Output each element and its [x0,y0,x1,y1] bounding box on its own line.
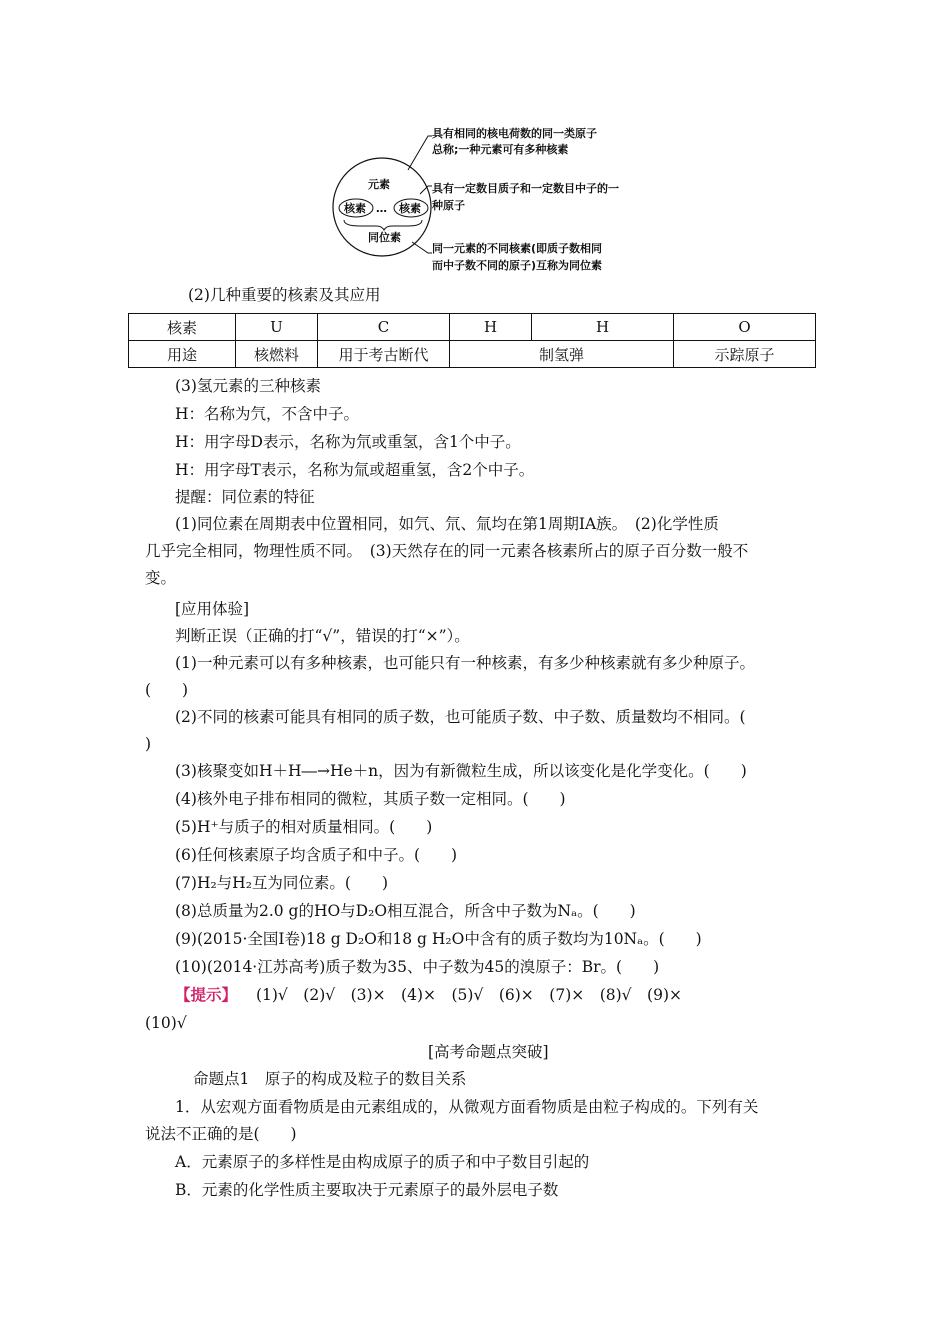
table-row-uses [129,341,816,368]
hint-label: 【提示】 [175,985,238,1004]
hydrogen-protium: H：名称为氕，不含中子。 [175,405,360,423]
practice-question: (9)(2015·全国Ⅰ卷)18 g D₂O和18 g H₂O中含有的质子数均为10Nₐ。( ) [175,930,702,948]
table-cell: 制氢弹 [450,341,674,368]
reminder-line: (1)同位素在周期表中位置相同，如氕、氘、氚均在第1周期ⅠA族。 (2)化学性质 [175,515,719,533]
practice-header: [应用体验] [175,600,250,618]
reminder-title: 提醒：同位素的特征 [175,488,315,506]
diagram-arrow-2 [420,186,432,194]
practice-question: (10)(2014·江苏高考)质子数为35、中子数为45的溴原子：Br。( ) [175,958,660,976]
diagram-desc1-line1: 具有相同的核电荷数的同一类原子 [432,127,597,140]
table-cell: 用途 [129,341,236,368]
exam-option-b: B．元素的化学性质主要取决于元素原子的最外层电子数 [175,1181,559,1199]
table-cell: H [532,314,674,341]
section3-title: (3)氢元素的三种核素 [175,377,321,395]
diagram-desc1-line2: 总称;一种元素可有多种核素 [432,143,569,156]
diagram-label-hesu-left: 核素 [344,202,366,215]
table-cell: 核燃料 [236,341,318,368]
diagram-dots: … [376,202,387,215]
practice-question: ( ) [145,681,189,699]
practice-question: (4)核外电子排布相同的微粒，其质子数一定相同。( ) [175,790,566,808]
diagram-brace [344,220,422,230]
practice-question: (6)任何核素原子均含质子和中子。( ) [175,846,458,864]
table-row-nuclides [129,314,816,341]
practice-question: ) [145,735,152,753]
diagram-arrow-1 [408,136,432,170]
table-cell: H [450,314,532,341]
diagram-desc2-line2: 种原子 [432,199,465,212]
exam-question: 1．从宏观方面看物质是由元素组成的，从微观方面看物质是由粒子构成的。下列有关 [175,1098,759,1116]
exam-header: [高考命题点突破] [428,1043,549,1061]
hint-line-2: (10)√ [145,1014,187,1032]
diagram-desc3-line2: 而中子数不同的原子)互称为同位素 [432,259,603,272]
hydrogen-deuterium: H：用字母D表示，名称为氘或重氢，含1个中子。 [175,433,521,451]
section2-title: (2)几种重要的核素及其应用 [188,286,381,304]
reminder-line: 变。 [145,569,177,587]
exam-question: 说法不正确的是( ) [145,1125,297,1143]
table-cell: O [674,314,816,341]
diagram-label-hesu-right: 核素 [399,202,421,215]
hint-answers: (1)√ (2)√ (3)× (4)× (5)√ (6)× (7)× (8)√ (9)× [255,986,682,1004]
practice-question: (1)一种元素可以有多种核素，也可能只有一种核素，有多少种核素就有多少种原子。 [175,654,755,672]
table-cell: C [318,314,450,341]
practice-question: (5)H⁺与质子的相对质量相同。( ) [175,818,433,836]
diagram-arrow-3 [412,242,432,253]
nuclide-table [128,313,816,368]
table-cell: 核素 [129,314,236,341]
practice-question: (8)总质量为2.0 g的HO与D₂O相互混合，所含中子数为Nₐ。( ) [175,902,636,920]
practice-question: (2)不同的核素可能具有相同的质子数，也可能质子数、中子数、质量数均不相同。( [175,708,746,726]
exam-point-title: 命题点1 原子的构成及粒子的数目关系 [193,1070,467,1088]
diagram-desc3-line1: 同一元素的不同核素(即质子数相同 [432,242,603,255]
diagram-label-tongweisu: 同位素 [368,231,401,244]
practice-question: (7)H₂与H₂互为同位素。( ) [175,874,389,892]
table-cell: 用于考古断代 [318,341,450,368]
diagram-label-yuansu: 元素 [368,178,390,191]
practice-instruction: 判断正误（正确的打“√”，错误的打“×”）。 [175,627,470,645]
concept-diagram [330,120,660,280]
exam-option-a: A．元素原子的多样性是由构成原子的质子和中子数目引起的 [175,1153,590,1171]
hint-line [175,985,682,1005]
practice-question: (3)核聚变如H＋H―→He＋n，因为有新微粒生成，所以该变化是化学变化。( ) [175,762,747,780]
hydrogen-tritium: H：用字母T表示，名称为氚或超重氢，含2个中子。 [175,461,535,479]
table-cell: 示踪原子 [674,341,816,368]
diagram-desc2-line1: 具有一定数目质子和一定数目中子的一 [432,182,619,195]
reminder-line: 几乎完全相同，物理性质不同。 (3)天然存在的同一元素各核素所占的原子百分数一般不 [145,542,749,560]
table-cell: U [236,314,318,341]
